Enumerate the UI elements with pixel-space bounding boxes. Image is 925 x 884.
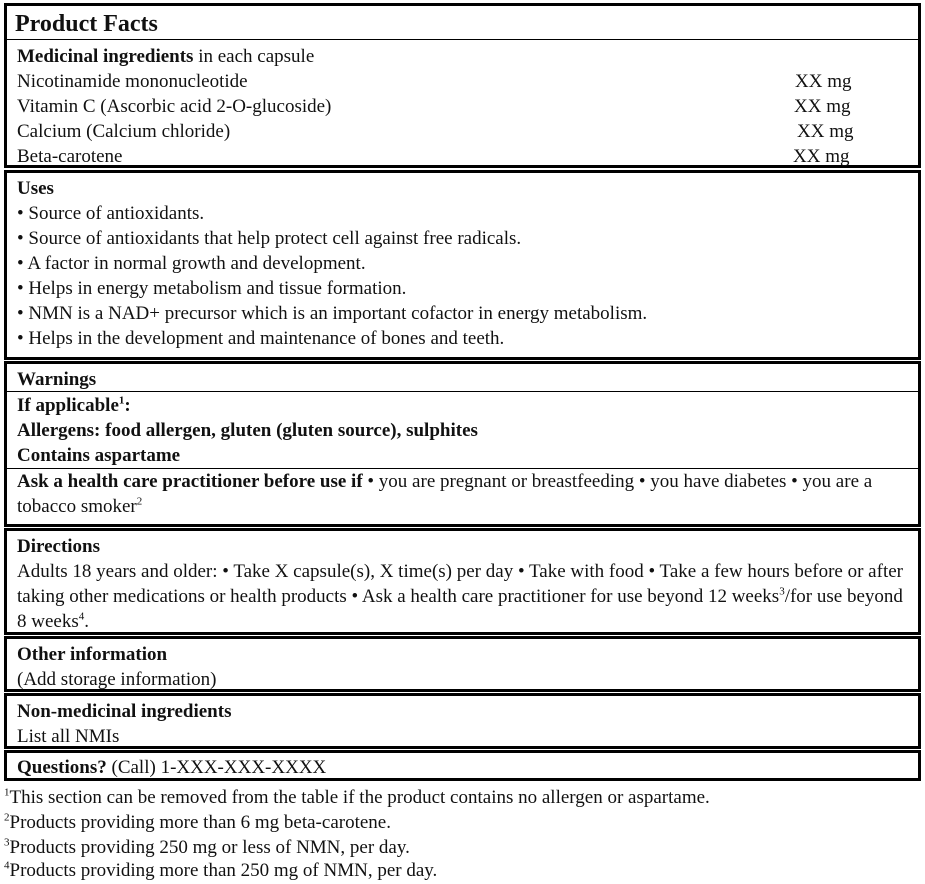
medicinal-heading: Medicinal ingredients bbox=[17, 46, 194, 67]
divider bbox=[7, 39, 918, 40]
directions-end: . bbox=[84, 611, 89, 632]
footnote bbox=[4, 785, 710, 810]
ingredient-name: Vitamin C (Ascorbic acid 2-O-glucoside) bbox=[17, 96, 332, 117]
questions-phone: (Call) 1-XXX-XXX-XXXX bbox=[106, 757, 327, 778]
footnote-text: This section can be removed from the table if the product contains no allergen or aspartame. bbox=[9, 787, 710, 808]
other-info-section bbox=[4, 636, 921, 692]
uses-heading: Uses bbox=[17, 178, 54, 199]
footnote-number: 2 bbox=[4, 811, 10, 824]
aspartame-text: Contains aspartame bbox=[17, 445, 181, 466]
footnote bbox=[4, 858, 437, 883]
ingredient-amount: XX mg bbox=[793, 146, 850, 167]
ask-heading: Ask a health care practitioner before use if bbox=[17, 471, 363, 492]
nonmed-text: List all NMIs bbox=[17, 726, 120, 747]
uses-item: • Helps in energy metabolism and tissue formation. bbox=[17, 278, 407, 299]
footnote-number: 1 bbox=[4, 786, 10, 799]
divider bbox=[7, 391, 918, 392]
uses-item: • Source of antioxidants. bbox=[17, 203, 205, 224]
directions-mid: /for use beyond 8 weeks bbox=[17, 586, 903, 632]
ingredient-amount: XX mg bbox=[795, 71, 852, 92]
uses-item: • A factor in normal growth and development. bbox=[17, 253, 366, 274]
if-applicable bbox=[17, 393, 131, 418]
allergens-text: Allergens: food allergen, gluten (gluten source), sulphites bbox=[17, 420, 478, 441]
warnings-section bbox=[4, 361, 921, 527]
ask-practitioner bbox=[17, 469, 907, 519]
ingredient-amount: XX mg bbox=[797, 121, 854, 142]
other-heading: Other information bbox=[17, 644, 168, 665]
footnote-number: 3 bbox=[4, 836, 10, 849]
if-applicable-label: If applicable bbox=[17, 395, 119, 416]
medicinal-heading-row bbox=[17, 44, 314, 69]
uses-item: • Source of antioxidants that help protect cell against free radicals. bbox=[17, 228, 522, 249]
uses-section bbox=[4, 170, 921, 360]
uses-item: • Helps in the development and maintenance of bones and teeth. bbox=[17, 328, 505, 349]
warnings-heading: Warnings bbox=[17, 369, 97, 390]
footnote-text: Products providing more than 6 mg beta-carotene. bbox=[9, 812, 391, 833]
footnote bbox=[4, 810, 391, 835]
ingredient-name: Nicotinamide mononucleotide bbox=[17, 71, 248, 92]
uses-item: • NMN is a NAD+ precursor which is an important cofactor in energy metabolism. bbox=[17, 303, 648, 324]
footnote bbox=[4, 835, 410, 860]
colon: : bbox=[124, 395, 131, 416]
ask-text: • you are pregnant or breastfeeding • you have diabetes • you are a tobacco smoker bbox=[17, 471, 873, 517]
questions-heading: Questions? bbox=[17, 757, 107, 778]
medicinal-heading-suffix: in each capsule bbox=[193, 46, 315, 67]
ingredient-amount: XX mg bbox=[794, 96, 851, 117]
footnote-ref: 3 bbox=[779, 585, 785, 598]
directions-section bbox=[4, 528, 921, 635]
nonmed-heading: Non-medicinal ingredients bbox=[17, 701, 232, 722]
ingredient-name: Beta-carotene bbox=[17, 146, 123, 167]
questions-section bbox=[4, 750, 921, 781]
footnote-ref: 4 bbox=[78, 610, 85, 623]
footnote-ref: 2 bbox=[136, 495, 143, 508]
footnote-text: Products providing more than 250 mg of NMN, per day. bbox=[9, 860, 438, 881]
footnote-ref: 1 bbox=[118, 394, 125, 407]
directions-body: Adults 18 years and older: • Take X capsule(s), X time(s) per day • Take with food • Take a few hours before or after taking other medications or health products • Ask a health care practitioner for use beyond 12 weeks bbox=[17, 561, 903, 607]
other-text: (Add storage information) bbox=[17, 669, 217, 690]
facts-section bbox=[4, 3, 921, 168]
questions-row bbox=[17, 755, 326, 780]
nonmed-section bbox=[4, 693, 921, 749]
page-title: Product Facts bbox=[15, 11, 158, 37]
directions-text bbox=[17, 559, 907, 634]
ingredient-name: Calcium (Calcium chloride) bbox=[17, 121, 231, 142]
footnote-number: 4 bbox=[4, 859, 10, 872]
footnote-text: Products providing 250 mg or less of NMN, per day. bbox=[9, 837, 410, 858]
directions-heading: Directions bbox=[17, 536, 101, 557]
